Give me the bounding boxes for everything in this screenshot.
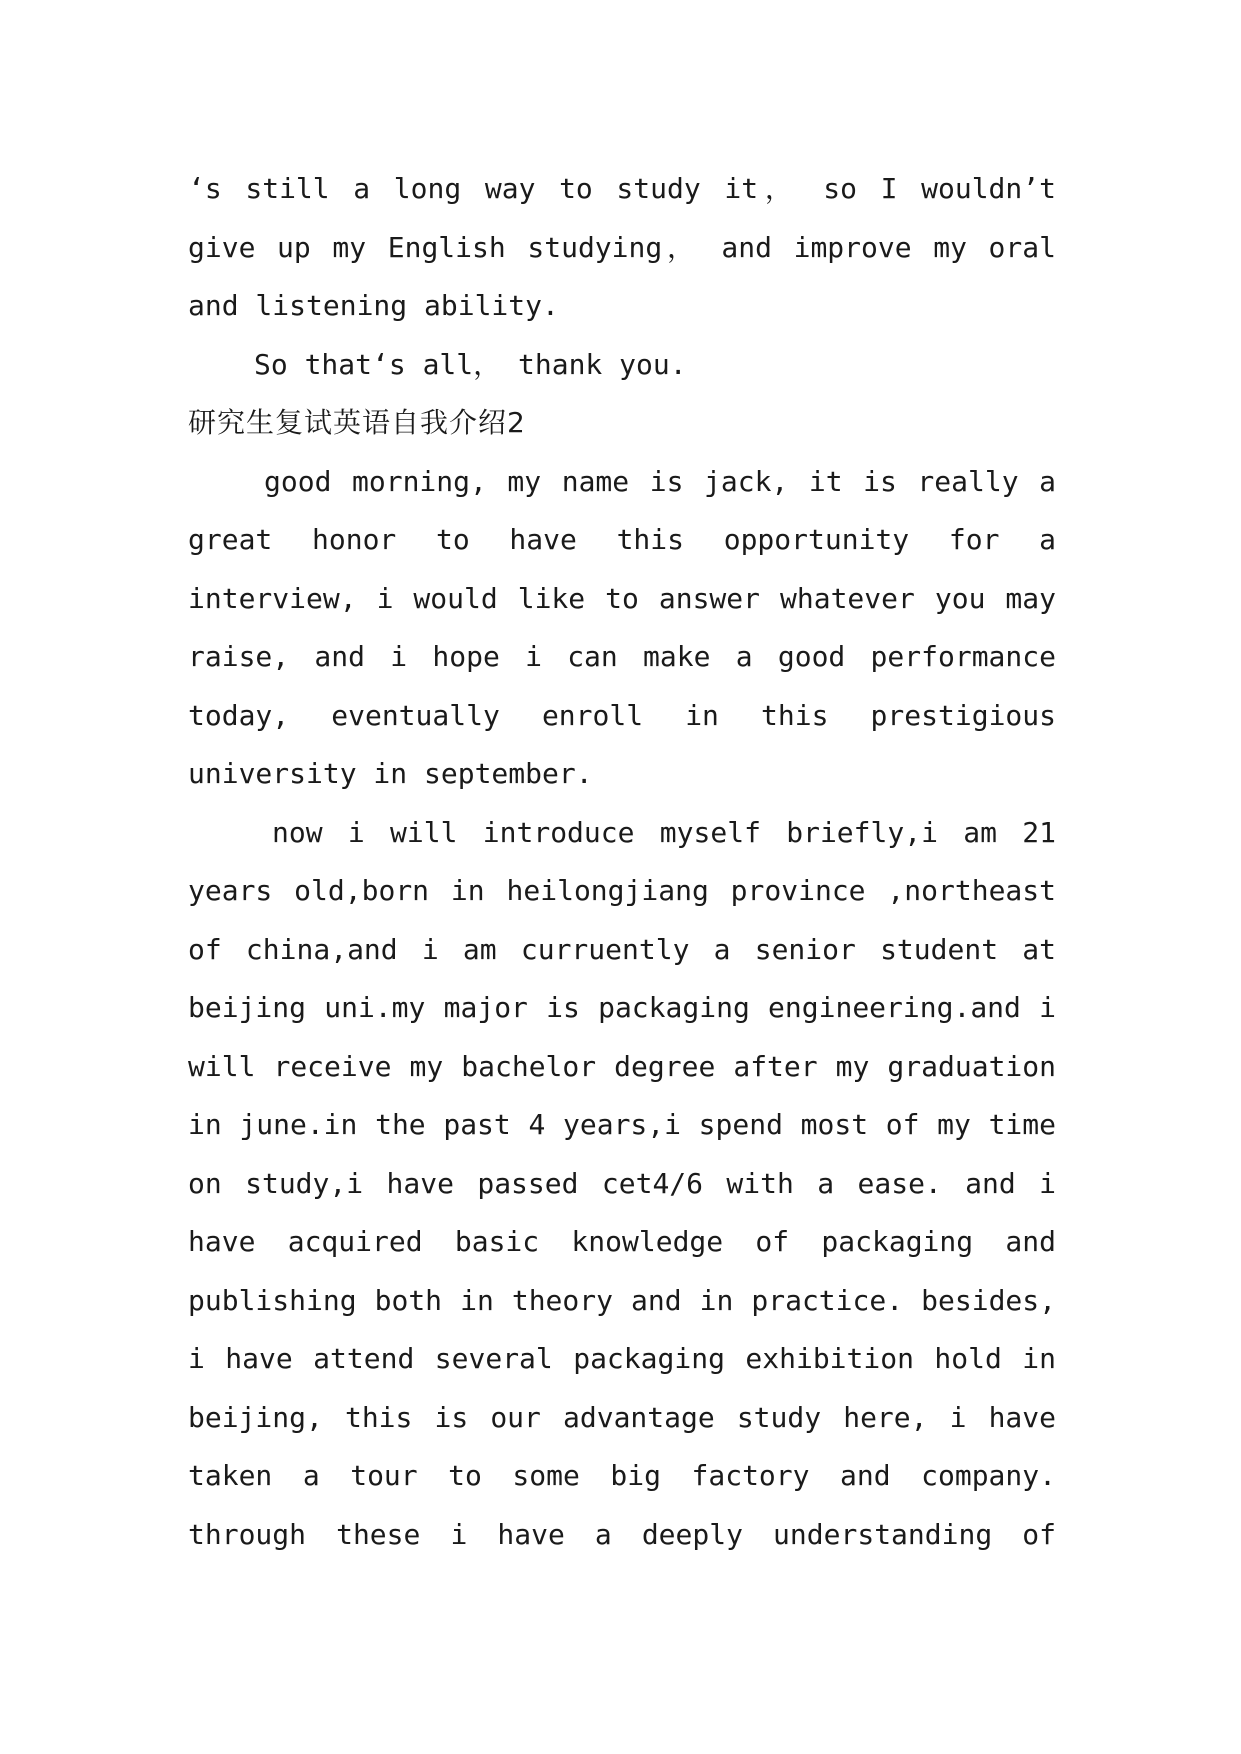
- text-line: years old,born in heilongjiang province ,northeast: [188, 874, 1056, 907]
- text-line: publishing both in theory and in practice. besides,: [188, 1283, 1056, 1317]
- text-line: interview, i would like to answer whatever you may: [188, 581, 1056, 615]
- text-line: university in september.: [188, 757, 593, 790]
- text-line: raise, and i hope i can make a good performance: [188, 640, 1056, 673]
- text-line: good morning, my name is jack, it is really a: [264, 464, 1056, 498]
- text-line: ‘s still a long way to study it， so I wouldn’t: [188, 172, 1056, 205]
- text-line: give up my English studying， and improve my oral: [188, 230, 1056, 264]
- text-line: have acquired basic knowledge of packaging and: [188, 1225, 1056, 1258]
- text-line: through these i have a deeply understanding of: [188, 1517, 1056, 1551]
- text-line: i have attend several packaging exhibition hold in: [188, 1342, 1056, 1375]
- text-line: in june.in the past 4 years,i spend most of my time: [188, 1108, 1056, 1141]
- section-heading: 研究生复试英语自我介绍2: [188, 406, 526, 439]
- text-line: now i will introduce myself briefly,i am 21: [272, 815, 1056, 849]
- text-line: beijing uni.my major is packaging engineering.and i: [188, 991, 1056, 1024]
- text-line: and listening ability.: [188, 289, 559, 322]
- text-line: of china,and i am curruently a senior student at: [188, 932, 1056, 966]
- text-line: beijing, this is our advantage study here, i have: [188, 1400, 1056, 1434]
- text-line: great honor to have this opportunity for a: [188, 523, 1056, 556]
- closing-line: So that‘s all， thank you.: [254, 347, 687, 381]
- text-line: today, eventually enroll in this prestigious: [188, 698, 1056, 732]
- text-line: taken a tour to some big factory and company.: [188, 1459, 1056, 1492]
- text-line: will receive my bachelor degree after my graduation: [188, 1049, 1056, 1083]
- document-body: [188, 160, 1056, 1564]
- text-line: on study,i have passed cet4/6 with a ease. and i: [188, 1166, 1056, 1200]
